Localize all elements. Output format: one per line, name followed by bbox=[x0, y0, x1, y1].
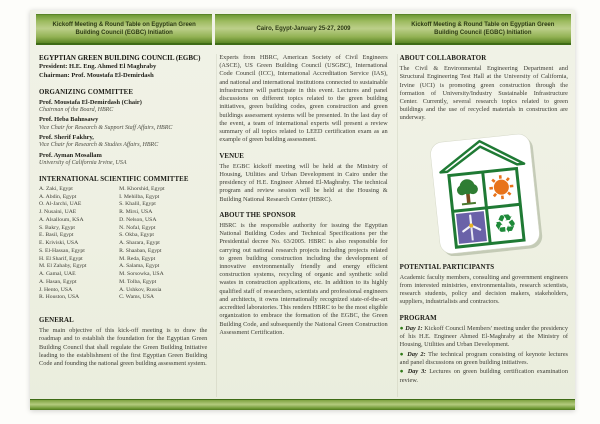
venue-heading: VENUE bbox=[219, 152, 244, 160]
collaborator-text: The Civil & Environmental Engineering Department and Structural Engineering Test Hall at the University of California, Irvine (UCI) is promoting green construction through the formation of University/Industry Sustainable Infrastructure Center. Currently, several research topics related to green buildings and the use of recycled materials in construction are underway. bbox=[399, 65, 568, 122]
brochure-sheet bbox=[30, 10, 575, 410]
right-column bbox=[397, 54, 570, 397]
committee-member-name: Prof. Sherif Fakhry, bbox=[39, 133, 94, 141]
sponsor-heading: ABOUT THE SPONSOR bbox=[219, 211, 296, 219]
sci-member: R. Houston, USA bbox=[39, 294, 80, 301]
sci-member: M. Reda, Egypt bbox=[119, 255, 156, 262]
sci-member: O. Al-Jarchi, UAE bbox=[39, 201, 82, 208]
committee-member-role: University of California Irvine, USA bbox=[39, 159, 127, 166]
participants-text: Academic faculty members, consulting and government engineers from interested ministries, environmentalists, research scientists, research students, policy and decision makers, stakeholders, suppliers, industrialists and contractors. bbox=[399, 273, 568, 306]
organizing-committee-heading: ORGANIZING COMMITTEE bbox=[39, 88, 134, 96]
bullet-icon: ● bbox=[399, 324, 404, 332]
egbc-logo bbox=[400, 128, 568, 256]
left-column bbox=[37, 54, 209, 397]
sci-member: D. Nelson, USA bbox=[119, 216, 157, 223]
sci-member: A. Zaki, Egypt bbox=[39, 185, 73, 192]
sci-member: R. Shaaban, Egypt bbox=[119, 247, 162, 254]
president-line: President: H.E. Eng. Ahmed El Maghraby bbox=[39, 63, 157, 71]
sponsor-text: HBRC is the responsible authority for issuing the Egyptian National Building Codes and Technical Specifications per the Presidential decree No. 63/2005. HBRC is also responsible for carrying out national research projects including projects related to green building construction including the development of innovative environmentally friendly and energy efficient construction systems, recycling of organic and synthetic solid wastes in construction applications, etc. In addition to its highly qualified staff of researchers, scientists and professional engineers and architects, it owns internationally recognized state-of-the-art accredited laboratories. This renders HBRC to be the most eligible organization to embrace the formation of the EGBC, the Green Building Code, and subsequently the National Green Construction Assessment Certification. bbox=[219, 221, 388, 336]
sci-member: A. Alsalloum, KSA bbox=[39, 216, 84, 223]
content-columns bbox=[37, 54, 570, 397]
sci-member: E. Basil, Egypt bbox=[39, 232, 74, 239]
sci-member: S. Bakry, Egypt bbox=[39, 224, 75, 231]
sci-member: M. Khorshid, Egypt bbox=[119, 185, 165, 192]
banner-right: Kickoff Meeting & Round Table on Egyptian Green Building Council (EGBC) Initiation bbox=[395, 14, 571, 45]
sci-member: N. Nofal, Egypt bbox=[119, 224, 156, 231]
organizing-committee-list bbox=[39, 99, 207, 168]
council-title: EGYPTIAN GREEN BUILDING COUNCIL (EGBC) bbox=[39, 54, 201, 62]
sci-member: E. Kriviski, USA bbox=[39, 240, 79, 247]
scientific-committee-list bbox=[39, 186, 207, 302]
venue-text: The EGBC kickoff meeting will be held at the Ministry of Housing, Utilities and Urban Development in Cairo under the presidency of H.E. Engineer Ahmed El-Maghraby. The technical program and review session will be held at the Housing & Building National Research Center (HBRC). bbox=[219, 162, 388, 203]
sci-member: S. Okba, Egypt bbox=[119, 232, 154, 239]
sci-member: A. Salama, Egypt bbox=[119, 263, 160, 270]
committee-member-role: Vice Chair for Research & Support Staff Affairs, HBRC bbox=[39, 124, 173, 131]
participants-heading: POTENTIAL PARTICIPANTS bbox=[399, 263, 495, 271]
program-day-label: Day 3: bbox=[407, 368, 427, 376]
header-banner-row bbox=[36, 14, 571, 45]
general-heading: GENERAL bbox=[39, 317, 74, 325]
program-day-label: Day 2: bbox=[407, 350, 426, 358]
sci-member: A. Ushkov, Russia bbox=[119, 286, 162, 293]
banner-center: Cairo, Egypt-January 25-27, 2009 bbox=[215, 14, 391, 45]
sci-member: S. Khalil, Egypt bbox=[119, 201, 156, 208]
sci-member: S. El-Hassan, Egypt bbox=[39, 247, 85, 254]
sci-member: M. Tolba, Egypt bbox=[119, 278, 157, 285]
egbc-logo-graphic bbox=[423, 128, 545, 256]
program-day-1 bbox=[400, 325, 568, 350]
participating-experts-text: Experts from HBRC, American Society of Civil Engineers (ASCE), US Green Building Council (USGBC), International Code Council (ICC), International Accreditation Service (IAS), and national and international institutions connected to sustainable infrastructure will participate in this event. Lectures and panel discussions on different topics related to the green building initiatives, green building codes, green construction and green buildings assessment systems will be presented. In the last day of the event, a team of international experts will present a review summary of all topics related to LEED certification exam as an example of green building assessment. bbox=[219, 54, 388, 144]
bullet-icon: ● bbox=[399, 350, 405, 358]
scientific-committee-heading: INTERNATIONAL SCIENTIFIC COMMITTEE bbox=[39, 175, 189, 183]
banner-left: Kickoff Meeting & Round Table on Egyptian Green Building Council (EGBC) Initiation bbox=[36, 14, 212, 45]
sci-member: M. Sorsowka, USA bbox=[119, 271, 164, 278]
sci-member: J. Hento, USA bbox=[39, 286, 73, 293]
committee-member-name: Prof. Ayman Mosallam bbox=[39, 151, 102, 159]
committee-member-role: Chairman of the Board, HBRC bbox=[39, 107, 114, 114]
program-day-label: Day 1: bbox=[405, 324, 423, 332]
committee-member-name: Prof. Moustafa El-Demirdash (Chair) bbox=[39, 98, 142, 106]
recycle-icon: ♻ bbox=[492, 208, 519, 241]
program-day-text: The technical program consisting of keynote lectures and panel discussions on green building initiatives. bbox=[399, 350, 568, 367]
program-day-3 bbox=[400, 368, 568, 385]
committee-member-role: Vice Chair for Research & Studies Affairs, HBRC bbox=[39, 142, 159, 149]
footer-green-bar bbox=[30, 399, 575, 410]
sci-member: M. El Zahaby, Egypt bbox=[39, 263, 87, 270]
sci-member: I. Mehilba, Egypt bbox=[119, 193, 160, 200]
program-day-text: Kickoff Council Members' meeting under the presidency of his H.E. Engineer Ahmed El-Maghraby at the Ministry of Housing, Utilities and Urban Development. bbox=[399, 324, 568, 349]
sci-member: R. Mirsi, USA bbox=[119, 209, 153, 216]
sci-member: A. Sharara, Egypt bbox=[119, 240, 160, 247]
sci-member: A. Abdin, Egypt bbox=[39, 193, 77, 200]
sci-member: J. Nusaini, UAE bbox=[39, 209, 77, 216]
middle-column bbox=[216, 54, 389, 397]
bullet-icon: ● bbox=[399, 368, 405, 376]
sci-member: A. Gamal, UAE bbox=[39, 271, 76, 278]
program-day-text: Lectures on green building certification examination review. bbox=[399, 368, 568, 384]
wind-turbine-icon bbox=[456, 211, 487, 244]
program-day-2 bbox=[400, 351, 568, 368]
committee-member-name: Prof. Heba Bahnsawy bbox=[39, 116, 99, 124]
sci-member: H. El Sharif, Egypt bbox=[39, 255, 83, 262]
chairman-line: Chairman: Prof. Moustafa El-Demirdash bbox=[39, 71, 154, 79]
sci-member: A. Hasan, Egypt bbox=[39, 278, 77, 285]
collaborator-heading: ABOUT COLLABORATOR bbox=[399, 55, 487, 62]
program-heading: PROGRAM bbox=[399, 314, 437, 322]
general-text: The main objective of this kick-off meeting is to draw the roadmap and to establish the foundation for the Egyptian Green Building Council that shall regulate the Green Building Initiative leading to the establishment of the first Egyptian Green Building Code and founding the national green building assessment system. bbox=[39, 327, 208, 368]
sci-member: C. Wams, USA bbox=[119, 294, 154, 301]
